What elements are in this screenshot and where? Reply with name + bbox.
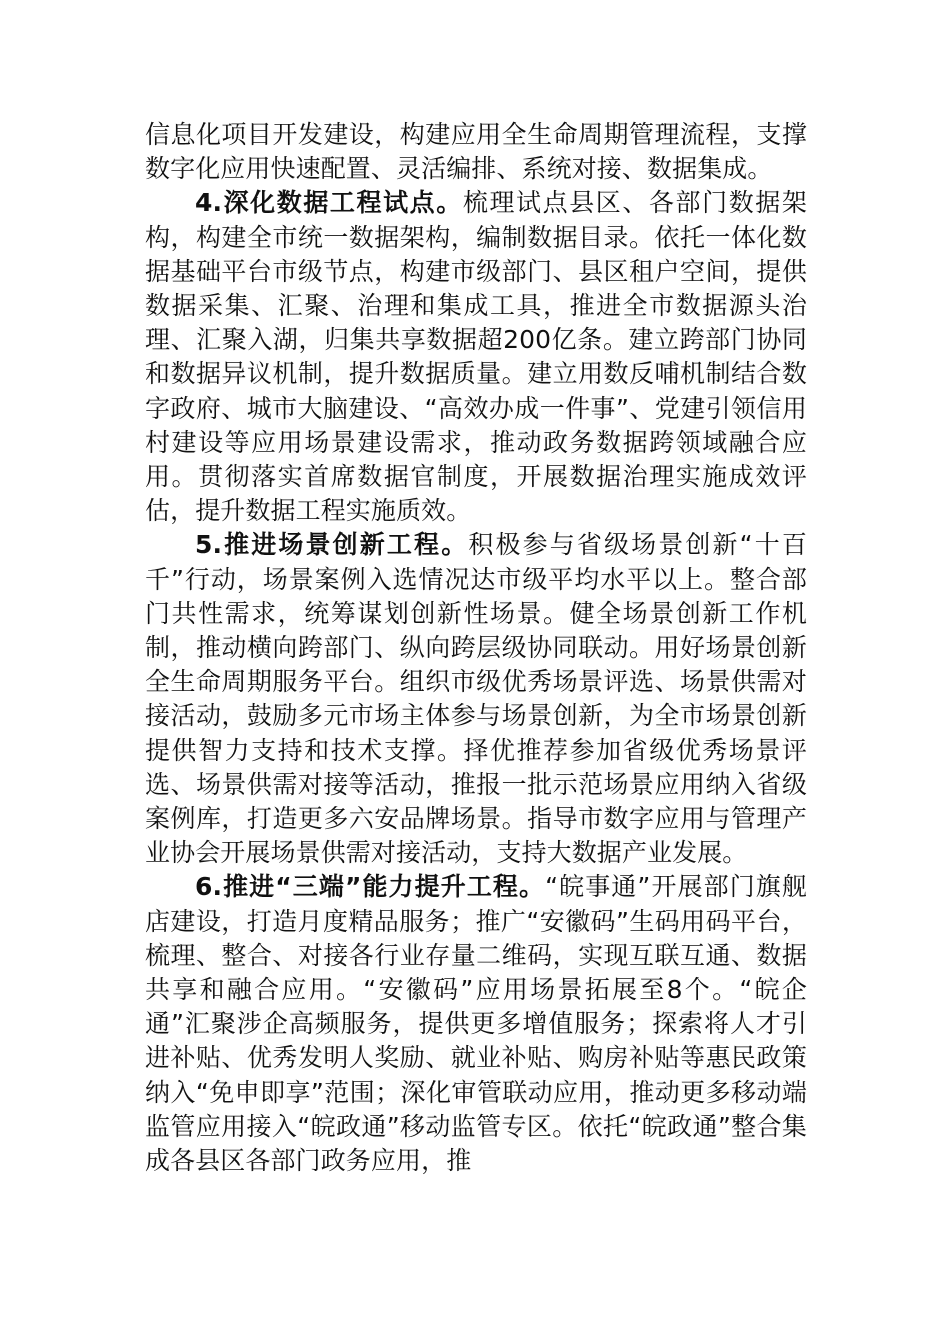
paragraph-body: 信息化项目开发建设，构建应用全生命周期管理流程，支撑数字化应用快速配置、灵活编排、系统对接、数据集成。 bbox=[145, 120, 807, 184]
section-heading: 6.推进“三端”能力提升工程。 bbox=[195, 872, 546, 902]
paragraph-body: 积极参与省级场景创新“十百千”行动，场景案例入选情况达市级平均水平以上。整合部门共性需求，统筹谋划创新性场景。健全场景创新工作机制，推动横向跨部门、纵向跨层级协同联动。用好场景创新全生命周期服务平台。组织市级优秀场景评选、场景供需对接活动，鼓励多元市场主体参与场景创新，为全市场景创新提供智力支持和技术支撑。择优推荐参加省级优秀场景评选、场景供需对接等活动，推报一批示范场景应用纳入省级案例库，打造更多六安品牌场景。指导市数字应用与管理产业协会开展场景供需对接活动，支持大数据产业发展。 bbox=[145, 530, 807, 868]
document-body bbox=[145, 118, 807, 1178]
paragraph-three-ends bbox=[145, 870, 807, 1178]
section-heading: 5.推进场景创新工程。 bbox=[195, 530, 469, 560]
paragraph-body: “皖事通”开展部门旗舰店建设，打造月度精品服务；推广“安徽码”生码用码平台，梳理、整合、对接各行业存量二维码，实现互联互通、数据共享和融合应用。“安徽码”应用场景拓展至8个。“皖企通”汇聚涉企高频服务，提供更多增值服务；探索将人才引进补贴、优秀发明人奖励、就业补贴、购房补贴等惠民政策纳入“免申即享”范围；深化审管联动应用，推动更多移动端监管应用接入“皖政通”移动监管专区。依托“皖政通”整合集成各县区各部门政务应用，推 bbox=[145, 872, 807, 1176]
paragraph-scene-innovation bbox=[145, 528, 807, 870]
paragraph-body: 梳理试点县区、各部门数据架构，构建全市统一数据架构，编制数据目录。依托一体化数据基础平台市级节点，构建市级部门、县区租户空间，提供数据采集、汇聚、治理和集成工具，推进全市数据源头治理、汇聚入湖，归集共享数据超200亿条。建立跨部门协同和数据异议机制，提升数据质量。建立用数反哺机制结合数字政府、城市大脑建设、“高效办成一件事”、党建引领信用村建设等应用场景建设需求，推动政务数据跨领域融合应用。贯彻落实首席数据官制度，开展数据治理实施成效评估，提升数据工程实施质效。 bbox=[145, 188, 807, 526]
paragraph-continuation bbox=[145, 118, 807, 186]
section-heading: 4.深化数据工程试点。 bbox=[195, 188, 463, 218]
paragraph-data-engineering bbox=[145, 186, 807, 528]
